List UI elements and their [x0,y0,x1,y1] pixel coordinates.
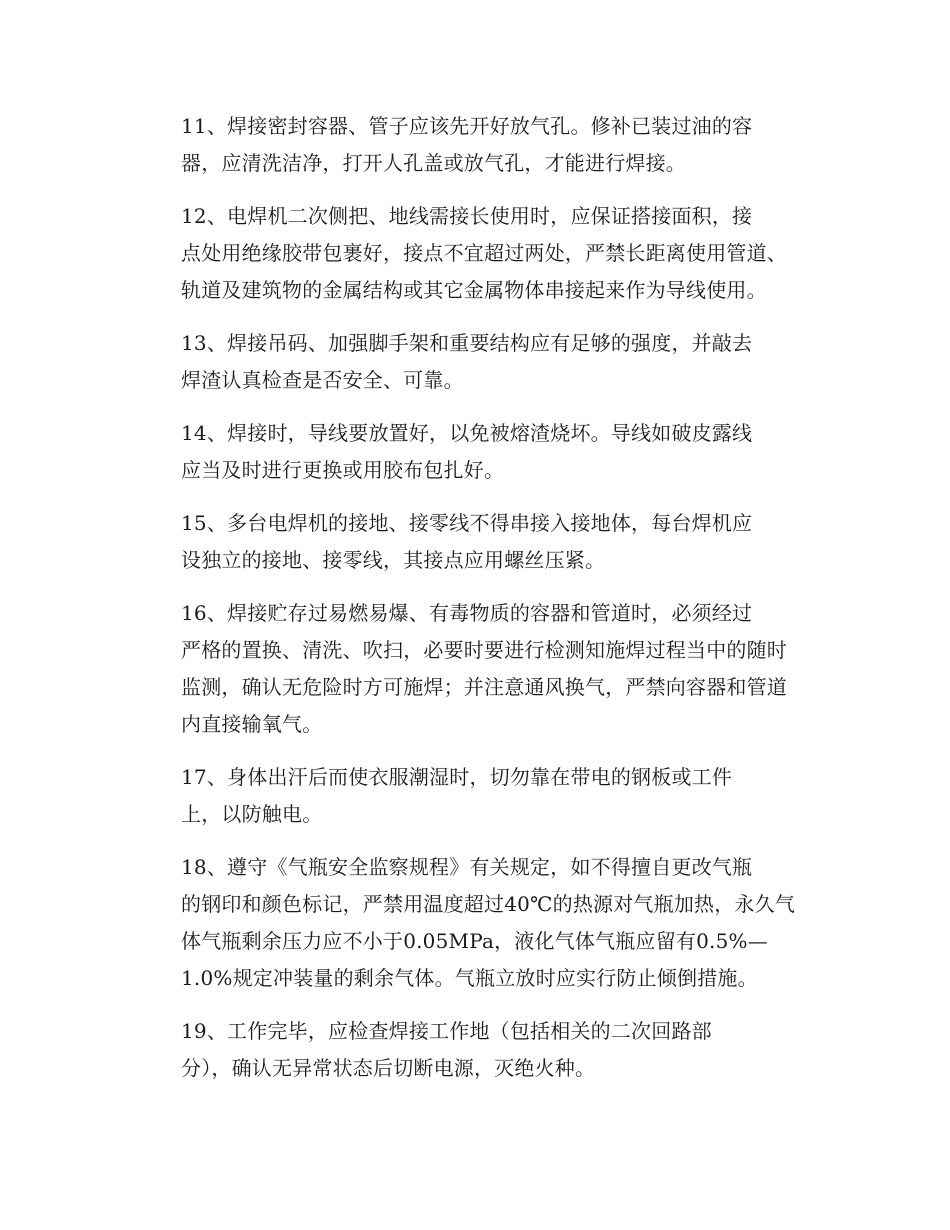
paragraph-line: 内直接输氧气。 [181,712,323,736]
document-body [141,108,806,1103]
paragraph-line: 应当及时进行更换或用胶布包扎好。 [181,458,505,482]
paragraph-18 [141,849,806,997]
paragraph-line: 点处用绝缘胶带包裹好，接点不宜超过两处，严禁长距离使用管道、 [181,241,787,265]
paragraph-line: 17、身体出汗后而使衣服潮湿时，切勿靠在带电的钢板或工件 [181,765,733,789]
paragraph-19 [141,1013,806,1087]
paragraph-line: 轨道及建筑物的金属结构或其它金属物体串接起来作为导线使用。 [181,278,767,302]
paragraph-line: 分），确认无异常状态后切断电源，灭绝火种。 [181,1056,596,1080]
paragraph-line: 16、焊接贮存过易燃易爆、有毒物质的容器和管道时，必须经过 [181,601,753,625]
paragraph-line: 体气瓶剩余压力应不小于0.05MPa，液化气体气瓶应留有0.5%— [181,929,768,953]
paragraph-11 [141,108,806,182]
paragraph-line: 器，应清洗洁净，打开人孔盖或放气孔，才能进行焊接。 [181,151,686,175]
paragraph-line: 12、电焊机二次侧把、地线需接长使用时，应保证搭接面积，接 [181,204,753,228]
paragraph-16 [141,595,806,743]
paragraph-12 [141,198,806,309]
paragraph-line: 15、多台电焊机的接地、接零线不得串接入接地体，每台焊机应 [181,511,753,535]
paragraph-15 [141,505,806,579]
paragraph-line: 13、焊接吊码、加强脚手架和重要结构应有足够的强度，并敲去 [181,331,753,355]
paragraph-line: 1.0%规定冲装量的剩余气体。气瓶立放时应实行防止倾倒措施。 [181,966,758,990]
paragraph-13 [141,325,806,399]
paragraph-line: 设独立的接地、接零线，其接点应用螺丝压紧。 [181,548,606,572]
paragraph-line: 14、焊接时，导线要放置好，以免被熔渣烧坏。导线如破皮露线 [181,421,753,445]
paragraph-line: 监测，确认无危险时方可施焊；并注意通风换气，严禁向容器和管道 [181,675,787,699]
paragraph-line: 19、工作完毕，应检查焊接工作地（包括相关的二次回路部 [181,1019,712,1043]
paragraph-line: 11、焊接密封容器、管子应该先开好放气孔。修补已装过油的容 [181,114,753,138]
paragraph-line: 焊渣认真检查是否安全、可靠。 [181,368,464,392]
paragraph-14 [141,415,806,489]
paragraph-line: 的钢印和颜色标记，严禁用温度超过40℃的热源对气瓶加热，永久气 [181,892,796,916]
paragraph-line: 上，以防触电。 [181,802,323,826]
paragraph-line: 18、遵守《气瓶安全监察规程》有关规定，如不得擅自更改气瓶 [181,855,753,879]
paragraph-17 [141,759,806,833]
paragraph-line: 严格的置换、清洗、吹扫，必要时要进行检测知施焊过程当中的随时 [181,638,787,662]
